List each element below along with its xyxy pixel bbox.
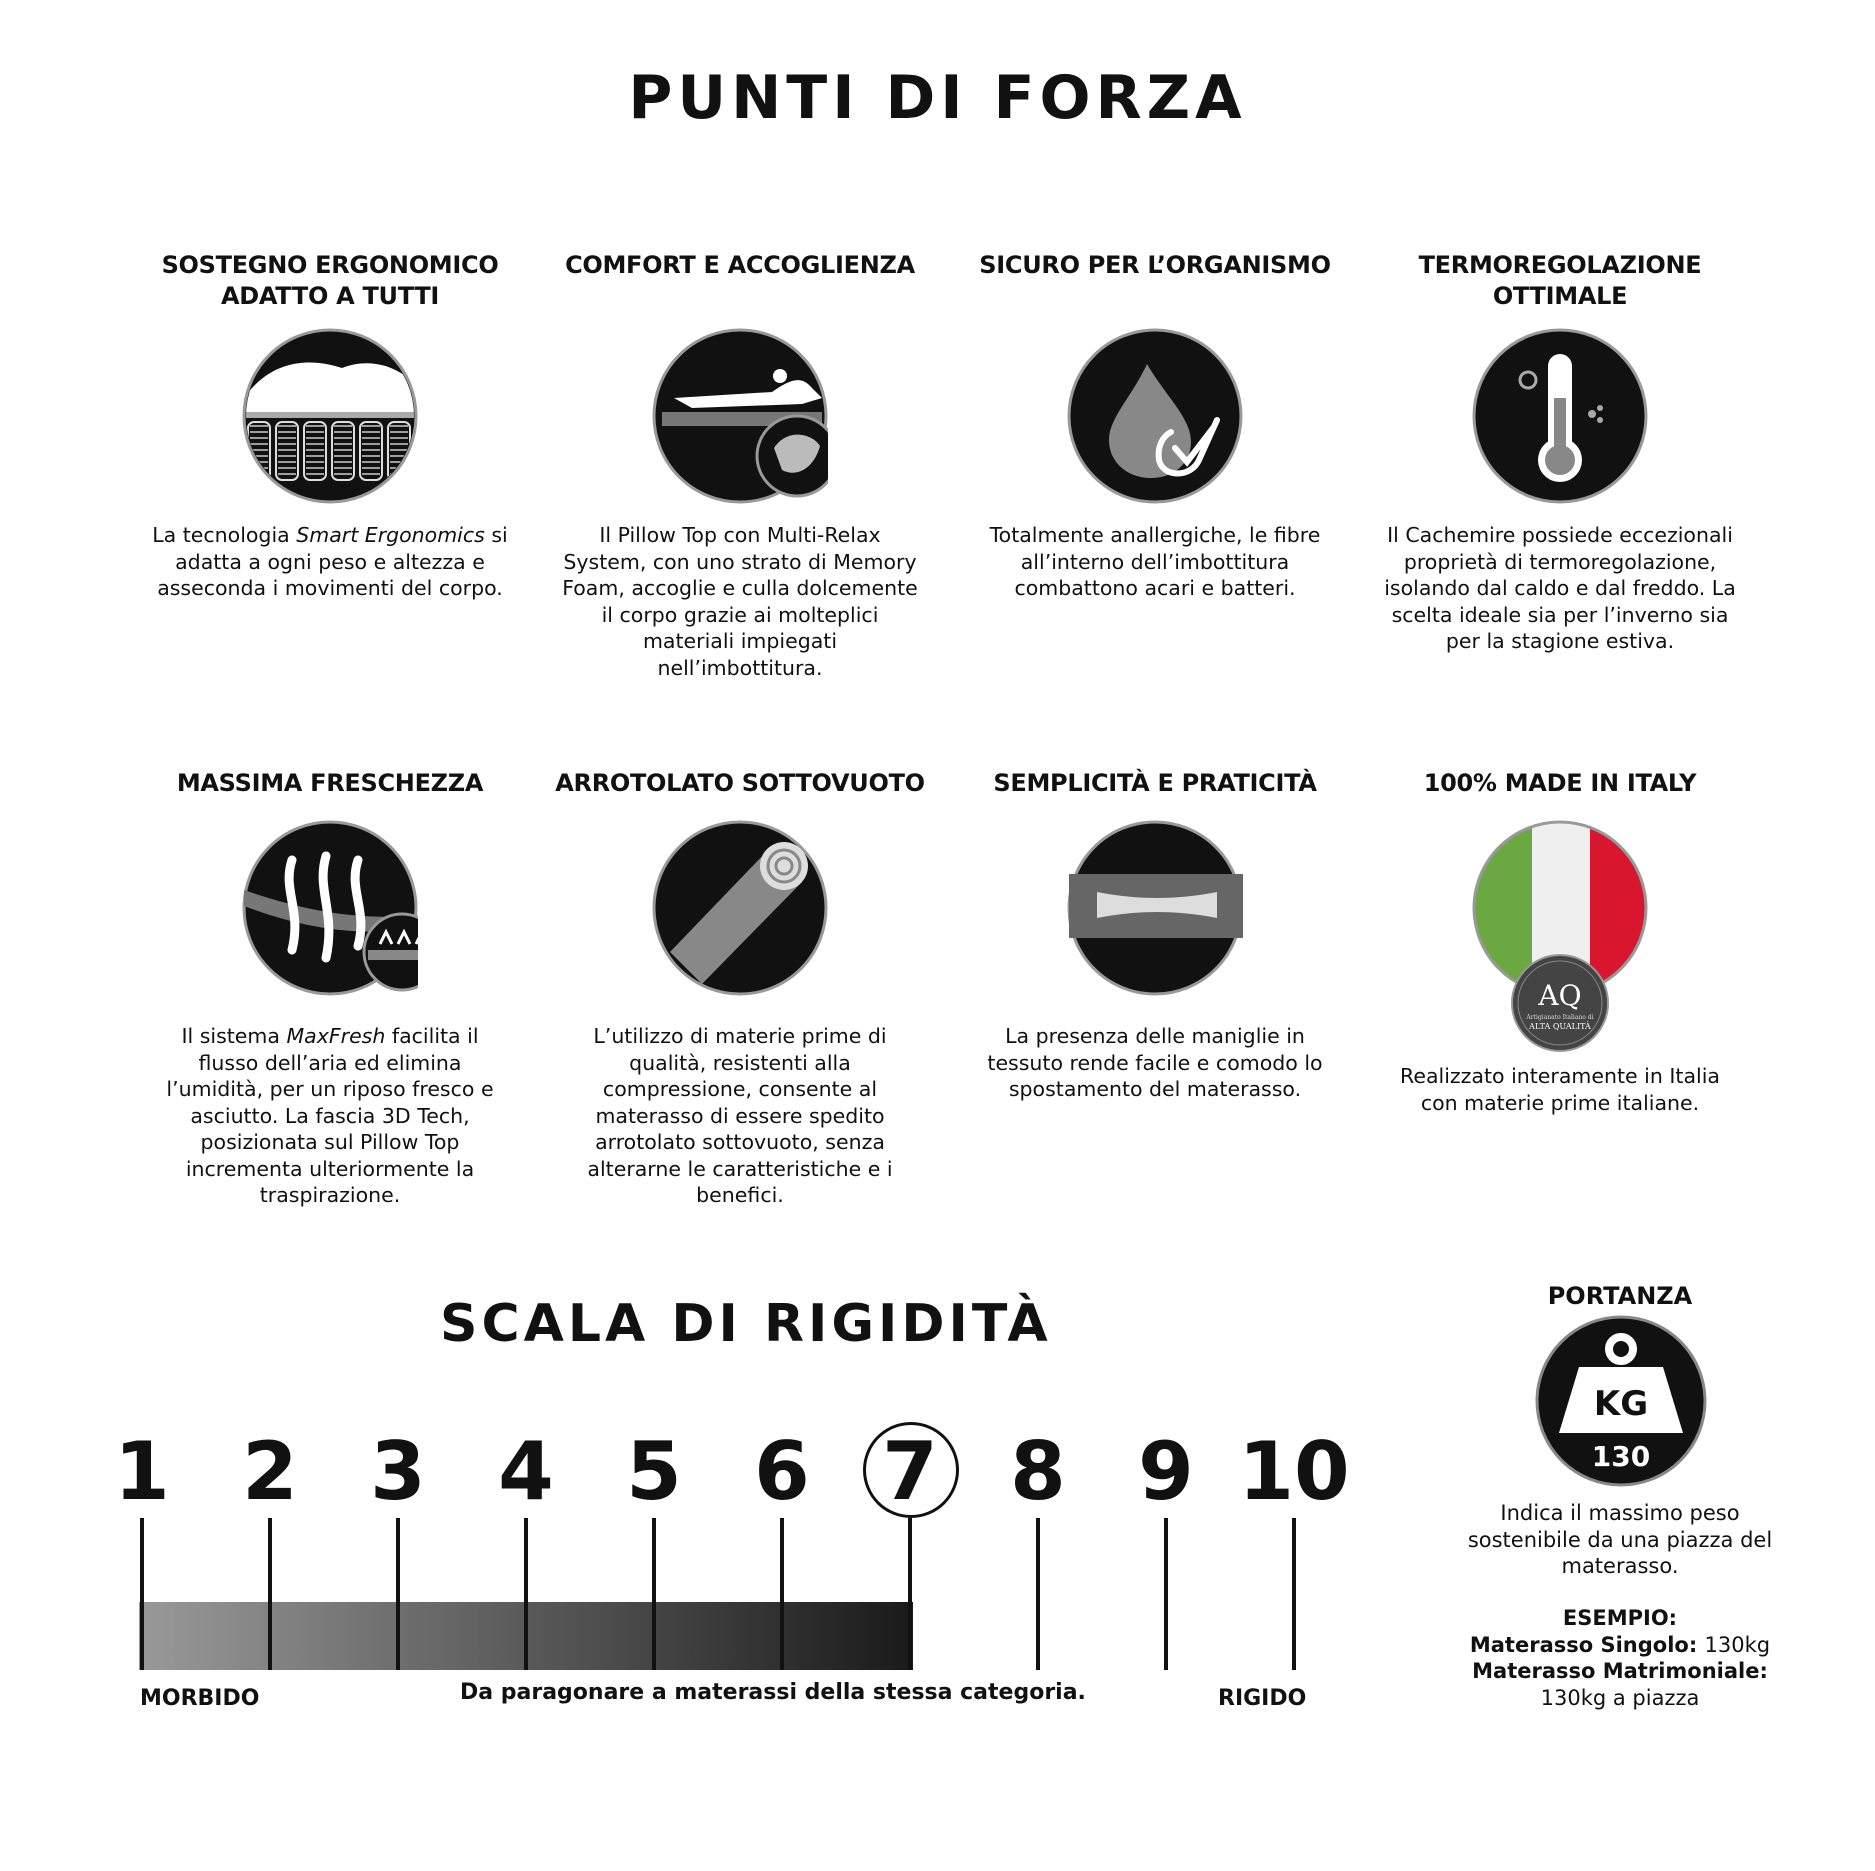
example-single-value: 130kg	[1704, 1632, 1771, 1657]
desc-text: si adatta a ogni peso e altezza e asseconda i movimenti del corpo.	[157, 523, 508, 600]
feature-title: 100% MADE IN ITALY	[1423, 769, 1697, 797]
desc-text: La tecnologia	[152, 523, 297, 547]
scale-number: 2	[242, 1425, 298, 1518]
feature-description	[560, 1023, 920, 1209]
desc-italic: Smart Ergonomics	[296, 523, 485, 547]
portanza-title: PORTANZA	[1547, 1282, 1693, 1310]
feature-comfort	[550, 250, 930, 680]
pillow-top-icon	[652, 328, 828, 504]
scale-right-label: RIGIDO	[1218, 1686, 1307, 1711]
example-double-value: 130kg a piazza	[1540, 1685, 1700, 1710]
spring-mattress-icon	[242, 328, 418, 504]
desc-text: Il sistema	[181, 1024, 287, 1048]
feature-description	[560, 522, 920, 681]
feature-practicality	[965, 768, 1345, 1101]
scale-tick	[1164, 1518, 1168, 1670]
scale-tick	[908, 1518, 912, 1670]
selected-level-circle	[863, 1422, 959, 1518]
feature-vacuum-rolled	[550, 768, 930, 1207]
feature-safe-body	[965, 250, 1345, 600]
scale-note: Da paragonare a materassi della stessa categoria.	[460, 1680, 1086, 1705]
desc-text: facilita il flusso dell’aria ed elimina l’umidità, per un riposo fresco e asciutto. La fascia 3D Tech, posizionata sul Pillow Top incrementa ulteriormente la traspirazione.	[166, 1024, 494, 1207]
scale-number: 1	[114, 1425, 170, 1518]
handle-icon	[1067, 820, 1243, 996]
feature-title: SICURO PER L’ORGANISMO	[979, 251, 1331, 279]
scale-number: 8	[1010, 1425, 1066, 1518]
scale-title: SCALA DI RIGIDITÀ	[440, 1294, 1052, 1354]
desc-italic: MaxFresh	[286, 1024, 386, 1048]
scale-number-selected: 7	[882, 1425, 938, 1518]
feature-thermoregulation	[1370, 250, 1750, 653]
scale-number: 5	[626, 1425, 682, 1518]
rigidity-bar	[139, 1602, 913, 1670]
feature-description	[150, 1023, 510, 1209]
weight-icon-value: 130	[1591, 1440, 1651, 1473]
desc-text: L’utilizzo di materie prime di qualità, resistenti alla compressione, consente al materasso di essere spedito arrotolato sottovuoto, senza alterarne le caratteristiche e i benefici.	[587, 1024, 893, 1207]
badge-main: AQ	[1538, 979, 1582, 1012]
scale-tick	[1292, 1518, 1296, 1670]
airflow-icon	[242, 820, 418, 996]
desc-text: Il Cachemire possiede eccezionali proprietà di termoregolazione, isolando dal caldo e dal freddo. La scelta ideale sia per l’inverno sia per la stagione estiva.	[1384, 523, 1736, 653]
desc-text: La presenza delle maniglie in tessuto rende facile e comodo lo spostamento del materasso.	[987, 1024, 1323, 1101]
portanza-description: Indica il massimo peso sostenibile da una piazza del materasso.	[1467, 1501, 1773, 1578]
hypoallergenic-drop-icon	[1067, 328, 1243, 504]
desc-text: Il Pillow Top con Multi-Relax System, con uno strato di Memory Foam, accoglie e culla dolcemente il corpo grazie ai molteplici materiali impiegati nell’imbottitura.	[562, 523, 918, 680]
scale-number: 9	[1138, 1425, 1194, 1518]
feature-description	[975, 522, 1335, 602]
quality-badge-icon	[1510, 953, 1610, 1053]
desc-text: Realizzato interamente in Italia con materie prime italiane.	[1400, 1064, 1720, 1115]
example-double-label: Materasso Matrimoniale:	[1472, 1659, 1768, 1683]
feature-title: COMFORT E ACCOGLIENZA	[565, 251, 915, 279]
feature-title: SOSTEGNO ERGONOMICO ADATTO A TUTTI	[161, 251, 499, 310]
desc-text: Totalmente anallergiche, le fibre all’interno dell’imbottitura combattono acari e batteri.	[989, 523, 1321, 600]
scale-tick	[780, 1518, 784, 1670]
scale-left-label: MORBIDO	[140, 1686, 260, 1711]
scale-tick	[524, 1518, 528, 1670]
scale-number: 4	[498, 1425, 554, 1518]
feature-ergonomic-support	[140, 250, 520, 600]
feature-max-freshness	[140, 768, 520, 1207]
example-single-label: Materasso Singolo:	[1469, 1632, 1705, 1657]
scale-tick	[1036, 1518, 1040, 1670]
scale-number: 6	[754, 1425, 810, 1518]
rolled-mattress-icon	[652, 820, 828, 996]
scale-tick	[140, 1518, 144, 1670]
feature-title: MASSIMA FRESCHEZZA	[176, 769, 484, 797]
feature-made-in-italy	[1370, 768, 1750, 1115]
scale-tick	[268, 1518, 272, 1670]
scale-number: 10	[1238, 1425, 1350, 1518]
feature-description	[975, 1023, 1335, 1103]
portanza-example	[1445, 1605, 1795, 1711]
feature-description	[150, 522, 510, 602]
feature-description	[1380, 522, 1740, 655]
badge-line2: ALTA QUALITÀ	[1529, 1022, 1591, 1031]
feature-title: TERMOREGOLAZIONE OTTIMALE	[1418, 251, 1702, 310]
scale-tick	[396, 1518, 400, 1670]
example-title: ESEMPIO:	[1562, 1606, 1678, 1630]
page-title: PUNTI DI FORZA	[628, 63, 1247, 133]
scale-number: 3	[370, 1425, 426, 1518]
badge-line1: Artigianato Italiano di	[1526, 1014, 1594, 1021]
feature-description	[1380, 1063, 1740, 1116]
feature-title: SEMPLICITÀ E PRATICITÀ	[993, 769, 1317, 797]
thermometer-icon	[1472, 328, 1648, 504]
weight-icon	[1535, 1315, 1707, 1487]
feature-title: ARROTOLATO SOTTOVUOTO	[555, 769, 925, 797]
scale-tick	[652, 1518, 656, 1670]
weight-icon-unit: KG	[1593, 1384, 1649, 1424]
